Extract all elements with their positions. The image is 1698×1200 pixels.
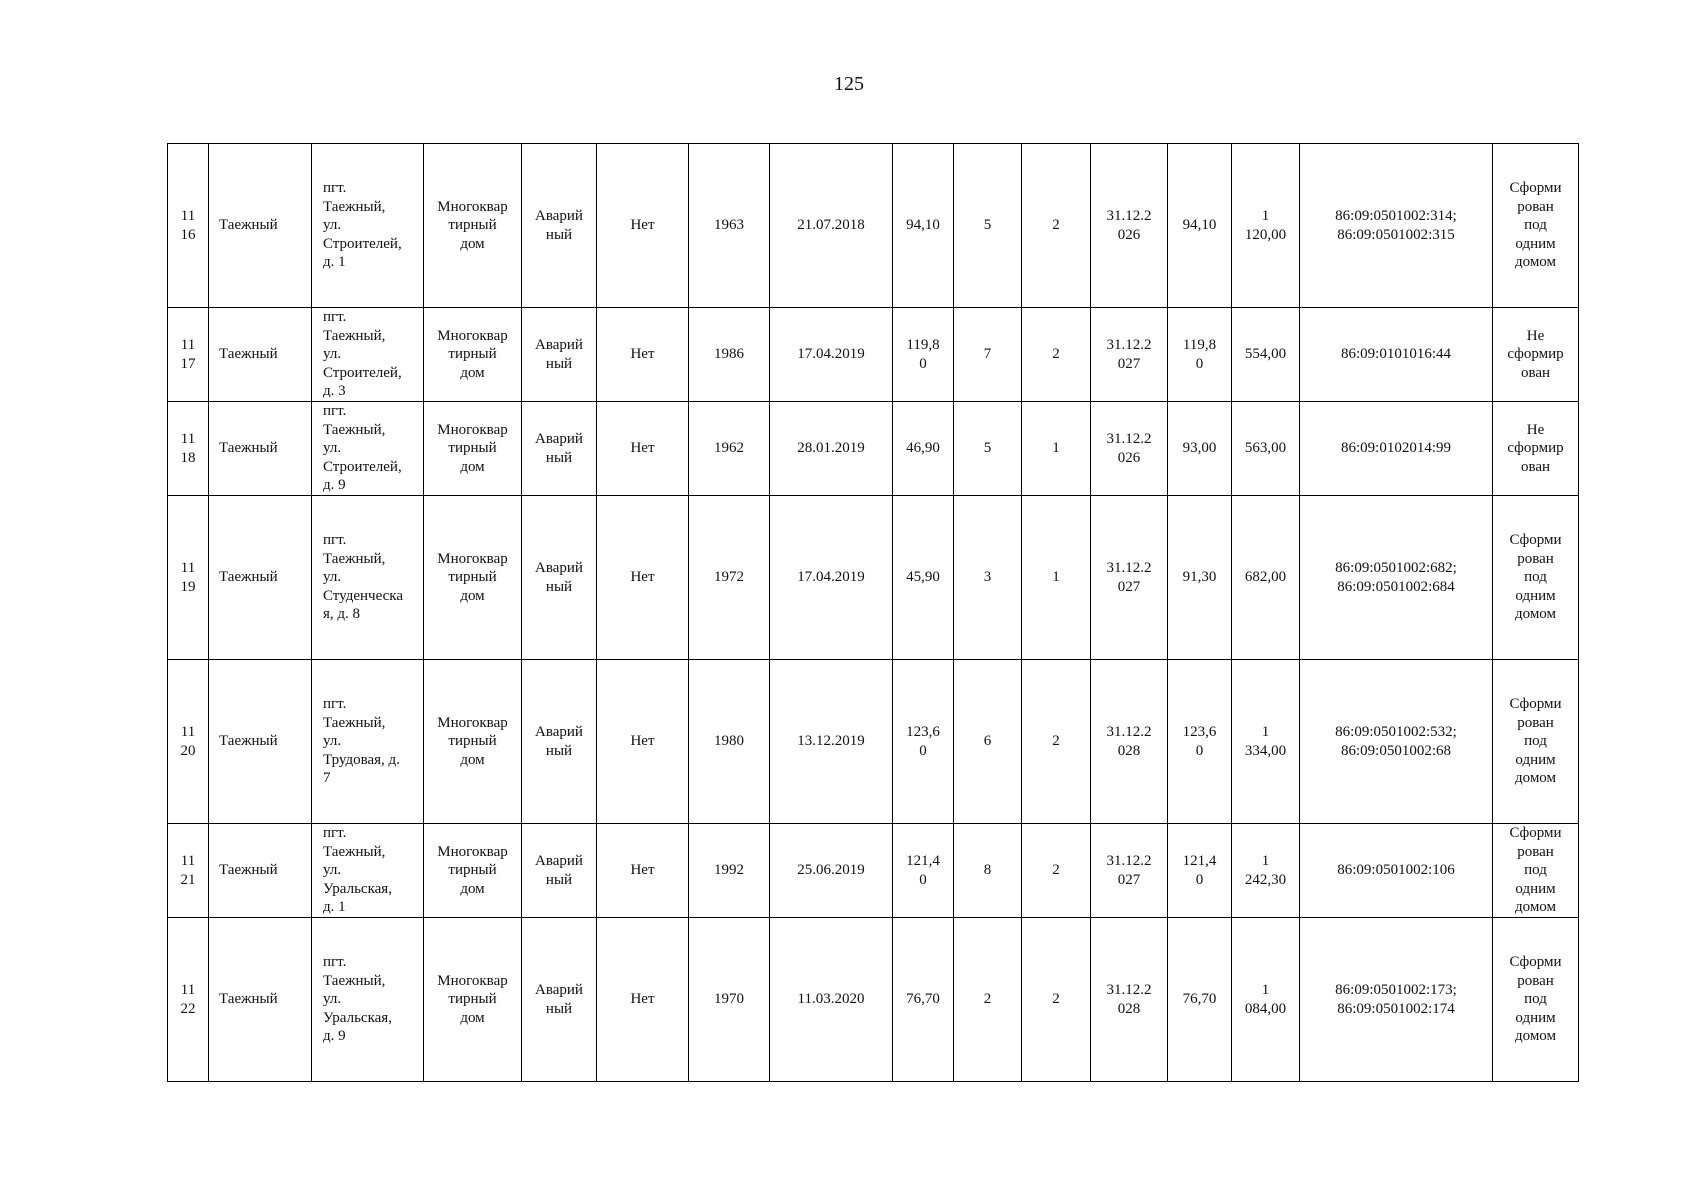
cadastral-cell: 86:09:0501002:106 xyxy=(1300,824,1493,918)
settlement-cell: Таежный xyxy=(209,308,312,402)
table-row xyxy=(168,144,1579,308)
residents-cell: 6 xyxy=(954,660,1022,824)
area-cell: 46,90 xyxy=(893,402,954,496)
table-row xyxy=(168,824,1579,918)
area-cell: 94,10 xyxy=(893,144,954,308)
flag-cell: Нет xyxy=(597,660,689,824)
row-number: 11 21 xyxy=(168,824,209,918)
rooms-cell: 1 xyxy=(1022,402,1091,496)
date-cell: 13.12.2019 xyxy=(770,660,893,824)
formation-cell: Не сформир ован xyxy=(1493,402,1579,496)
page-number: 125 xyxy=(834,73,864,95)
residents-cell: 5 xyxy=(954,144,1022,308)
date-cell: 11.03.2020 xyxy=(770,918,893,1082)
rooms-cell: 2 xyxy=(1022,308,1091,402)
residents-cell: 7 xyxy=(954,308,1022,402)
building-type-cell: Многоквар тирный дом xyxy=(424,402,522,496)
area2-cell: 119,8 0 xyxy=(1168,308,1232,402)
deadline-cell: 31.12.2 028 xyxy=(1091,918,1168,1082)
area-cell: 76,70 xyxy=(893,918,954,1082)
condition-cell: Аварий ный xyxy=(522,824,597,918)
condition-cell: Аварий ный xyxy=(522,918,597,1082)
cadastral-cell: 86:09:0501002:532; 86:09:0501002:68 xyxy=(1300,660,1493,824)
area-cell: 45,90 xyxy=(893,496,954,660)
formation-cell: Не сформир ован xyxy=(1493,308,1579,402)
residents-cell: 8 xyxy=(954,824,1022,918)
formation-cell: Сформи рован под одним домом xyxy=(1493,496,1579,660)
formation-cell: Сформи рован под одним домом xyxy=(1493,918,1579,1082)
area2-cell: 121,4 0 xyxy=(1168,824,1232,918)
condition-cell: Аварий ный xyxy=(522,660,597,824)
year-cell: 1992 xyxy=(689,824,770,918)
formation-cell: Сформи рован под одним домом xyxy=(1493,660,1579,824)
formation-cell: Сформи рован под одним домом xyxy=(1493,144,1579,308)
cadastral-cell: 86:09:0501002:314; 86:09:0501002:315 xyxy=(1300,144,1493,308)
settlement-cell: Таежный xyxy=(209,824,312,918)
deadline-cell: 31.12.2 027 xyxy=(1091,496,1168,660)
table-row xyxy=(168,918,1579,1082)
land-area-cell: 563,00 xyxy=(1232,402,1300,496)
area2-cell: 93,00 xyxy=(1168,402,1232,496)
row-number: 11 18 xyxy=(168,402,209,496)
address-cell: пгт. Таежный, ул. Строителей, д. 3 xyxy=(312,308,424,402)
address-cell: пгт. Таежный, ул. Уральская, д. 1 xyxy=(312,824,424,918)
table-row xyxy=(168,308,1579,402)
condition-cell: Аварий ный xyxy=(522,144,597,308)
table-row xyxy=(168,660,1579,824)
flag-cell: Нет xyxy=(597,918,689,1082)
condition-cell: Аварий ный xyxy=(522,402,597,496)
rooms-cell: 2 xyxy=(1022,660,1091,824)
date-cell: 21.07.2018 xyxy=(770,144,893,308)
date-cell: 28.01.2019 xyxy=(770,402,893,496)
year-cell: 1972 xyxy=(689,496,770,660)
table-row xyxy=(168,402,1579,496)
deadline-cell: 31.12.2 027 xyxy=(1091,308,1168,402)
land-area-cell: 1 084,00 xyxy=(1232,918,1300,1082)
cadastral-cell: 86:09:0102014:99 xyxy=(1300,402,1493,496)
date-cell: 17.04.2019 xyxy=(770,496,893,660)
settlement-cell: Таежный xyxy=(209,402,312,496)
date-cell: 25.06.2019 xyxy=(770,824,893,918)
rooms-cell: 1 xyxy=(1022,496,1091,660)
table-row xyxy=(168,496,1579,660)
area-cell: 121,4 0 xyxy=(893,824,954,918)
area2-cell: 76,70 xyxy=(1168,918,1232,1082)
address-cell: пгт. Таежный, ул. Строителей, д. 9 xyxy=(312,402,424,496)
year-cell: 1970 xyxy=(689,918,770,1082)
residents-cell: 3 xyxy=(954,496,1022,660)
area-cell: 123,6 0 xyxy=(893,660,954,824)
flag-cell: Нет xyxy=(597,824,689,918)
row-number: 11 16 xyxy=(168,144,209,308)
flag-cell: Нет xyxy=(597,308,689,402)
year-cell: 1963 xyxy=(689,144,770,308)
cadastral-cell: 86:09:0501002:682; 86:09:0501002:684 xyxy=(1300,496,1493,660)
land-area-cell: 1 120,00 xyxy=(1232,144,1300,308)
address-cell: пгт. Таежный, ул. Студенческа я, д. 8 xyxy=(312,496,424,660)
flag-cell: Нет xyxy=(597,402,689,496)
row-number: 11 17 xyxy=(168,308,209,402)
cadastral-cell: 86:09:0101016:44 xyxy=(1300,308,1493,402)
address-cell: пгт. Таежный, ул. Уральская, д. 9 xyxy=(312,918,424,1082)
land-area-cell: 682,00 xyxy=(1232,496,1300,660)
row-number: 11 19 xyxy=(168,496,209,660)
settlement-cell: Таежный xyxy=(209,660,312,824)
address-cell: пгт. Таежный, ул. Строителей, д. 1 xyxy=(312,144,424,308)
settlement-cell: Таежный xyxy=(209,918,312,1082)
land-area-cell: 554,00 xyxy=(1232,308,1300,402)
land-area-cell: 1 334,00 xyxy=(1232,660,1300,824)
area2-cell: 91,30 xyxy=(1168,496,1232,660)
address-cell: пгт. Таежный, ул. Трудовая, д. 7 xyxy=(312,660,424,824)
year-cell: 1986 xyxy=(689,308,770,402)
building-type-cell: Многоквар тирный дом xyxy=(424,144,522,308)
deadline-cell: 31.12.2 026 xyxy=(1091,144,1168,308)
row-number: 11 20 xyxy=(168,660,209,824)
building-type-cell: Многоквар тирный дом xyxy=(424,660,522,824)
land-area-cell: 1 242,30 xyxy=(1232,824,1300,918)
cadastral-cell: 86:09:0501002:173; 86:09:0501002:174 xyxy=(1300,918,1493,1082)
area2-cell: 123,6 0 xyxy=(1168,660,1232,824)
rooms-cell: 2 xyxy=(1022,918,1091,1082)
date-cell: 17.04.2019 xyxy=(770,308,893,402)
flag-cell: Нет xyxy=(597,496,689,660)
condition-cell: Аварий ный xyxy=(522,308,597,402)
residents-cell: 5 xyxy=(954,402,1022,496)
deadline-cell: 31.12.2 027 xyxy=(1091,824,1168,918)
building-type-cell: Многоквар тирный дом xyxy=(424,308,522,402)
building-type-cell: Многоквар тирный дом xyxy=(424,824,522,918)
area2-cell: 94,10 xyxy=(1168,144,1232,308)
deadline-cell: 31.12.2 028 xyxy=(1091,660,1168,824)
condition-cell: Аварий ный xyxy=(522,496,597,660)
building-type-cell: Многоквар тирный дом xyxy=(424,918,522,1082)
area-cell: 119,8 0 xyxy=(893,308,954,402)
housing-registry-table xyxy=(167,143,1579,1082)
residents-cell: 2 xyxy=(954,918,1022,1082)
formation-cell: Сформи рован под одним домом xyxy=(1493,824,1579,918)
flag-cell: Нет xyxy=(597,144,689,308)
settlement-cell: Таежный xyxy=(209,496,312,660)
rooms-cell: 2 xyxy=(1022,144,1091,308)
year-cell: 1962 xyxy=(689,402,770,496)
building-type-cell: Многоквар тирный дом xyxy=(424,496,522,660)
row-number: 11 22 xyxy=(168,918,209,1082)
settlement-cell: Таежный xyxy=(209,144,312,308)
rooms-cell: 2 xyxy=(1022,824,1091,918)
deadline-cell: 31.12.2 026 xyxy=(1091,402,1168,496)
year-cell: 1980 xyxy=(689,660,770,824)
